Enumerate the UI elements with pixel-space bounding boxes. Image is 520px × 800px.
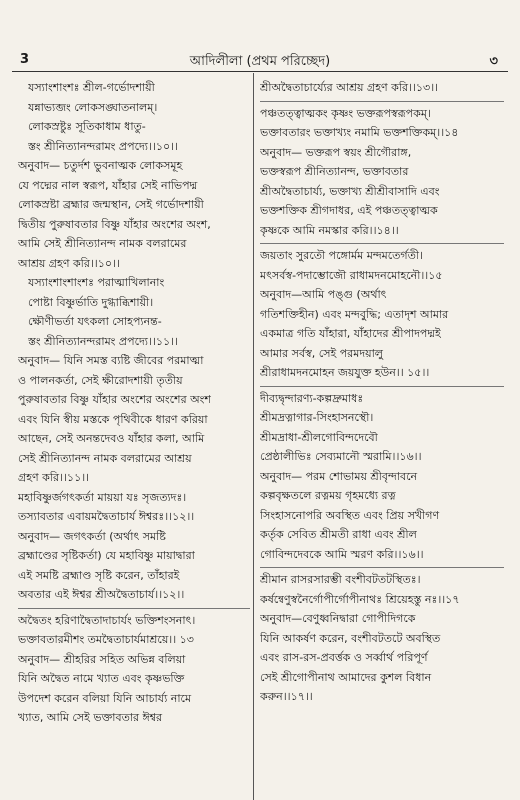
- text-line: শ্রীমদ্রাধা-শ্রীলগোবিন্দদেবৌ: [260, 430, 378, 444]
- sloka-block: [260, 567, 504, 609]
- text-line: জয়তাং সুরতৌ পঙ্গোর্মম মন্দমতের্গতী।: [260, 249, 423, 262]
- text-line: ভক্তশক্তিক শ্রীগদাধর, এই পঞ্চতত্ত্বাত্মক: [260, 204, 438, 217]
- text-line: অনুবাদ— শ্রীহরির সহিত অভিন্ন বলিয়া: [18, 652, 186, 666]
- text-line: যন্নাভ্যব্জং লোকসঙ্ঘাতনালম্।: [28, 100, 158, 114]
- text-line: কল্পবৃক্ষতলে রত্নময় গৃহমধ্যে রত্ন: [260, 489, 396, 502]
- page-number-left: 3: [20, 52, 30, 67]
- sloka-block: [260, 101, 504, 143]
- text-line: যস্যাংশাংশঃ শ্রীল-গর্ভোদশায়ী: [28, 81, 155, 94]
- text-line: শ্রীঅদ্বৈতাচার্য্যের আশ্রয় গ্রহণ করি।।১৩।।: [260, 81, 439, 94]
- translation-block: [260, 78, 504, 98]
- text-line: দীব্যদ্বৃন্দারণ্য-কল্পদ্রুমাধঃ: [260, 391, 364, 405]
- translation-block: [260, 143, 504, 241]
- text-line: অনুবাদ— জগৎকর্তা (অর্থাৎ সমষ্টি: [18, 529, 166, 543]
- text-line: কৃষ্ণকে আমি নমস্কার করি।।১৪।।: [260, 223, 399, 237]
- sloka-block: [18, 608, 250, 650]
- text-line: অনুবাদ— যিনি সমস্ত ব্যষ্টি জীবের পরমাত্মা: [18, 354, 204, 367]
- sloka-block: [260, 243, 504, 285]
- text-line: সেই শ্রীগোপীনাথ আমাদের কুশল বিধান: [260, 670, 432, 684]
- sloka-block: [18, 78, 250, 156]
- text-line: খ্যাত, আমি সেই ভক্তাবতার ঈশ্বর: [18, 711, 163, 724]
- text-line: যে পদ্মের নাল স্বরূপ, যাঁহার সেই নাভিপদ্ম: [18, 178, 198, 192]
- text-line: যিনি অদ্বৈত নামে খ্যাত এবং কৃষ্ণভক্তি: [18, 672, 185, 685]
- text-line: অনুবাদ—আমি পঙ্গু (অর্থাৎ: [260, 288, 387, 301]
- text-line: সিংহাসনোপরি অবস্থিত এবং প্রিয় সখীগণ: [260, 508, 440, 522]
- text-line: অনুবাদ—বেণুধ্বনিদ্বারা গোপীদিগকে: [260, 612, 416, 625]
- translation-block: [18, 156, 250, 273]
- text-line: ব্রহ্মাণ্ডের সৃষ্টিকর্তা) যে মহাবিষ্ণু মায়াদ্বারা: [18, 549, 195, 562]
- text-line: গোবিন্দদেবকে আমি স্মরণ করি।।১৬।।: [260, 547, 424, 561]
- text-line: ও পালনকর্তা, সেই ক্ষীরোদশায়ী তৃতীয়: [18, 373, 183, 387]
- text-line: ভক্তাবতারং ভক্তাখ্যং নমামি ভক্তশক্তিকম্।।১৪: [260, 126, 459, 139]
- translation-block: [260, 609, 504, 707]
- text-line: কর্ষন্বেণুস্বনৈর্গোপীর্গোপীনাথঃ শ্রিয়েহস্তু নঃ।।১৭: [260, 592, 460, 606]
- text-line: আছেন, সেই অনন্তদেবও যাঁহার কলা, আমি: [18, 432, 205, 445]
- text-line: লোকস্রষ্টুঃ সূতিকাধাম ধাতু-: [28, 120, 146, 133]
- text-line: গ্রহণ করি।।১১।।: [18, 471, 90, 484]
- text-line: ভক্তস্বরূপ শ্রীনিত্যানন্দ, ভক্তাবতার: [260, 165, 409, 178]
- text-line: পঞ্চতত্ত্বাত্মকং কৃষ্ণং ভক্তরূপস্বরূপকম্।: [260, 106, 431, 120]
- text-line: উপদেশ করেন বলিয়া যিনি আচার্য্য নামে: [18, 691, 192, 705]
- text-line: শ্রীঅদ্বৈতাচার্য্য, ভক্তাখ্য শ্রীশ্রীবাসাদি এবং: [260, 184, 440, 198]
- text-line: অদ্বৈতং হরিণাদ্বৈতাদাচার্যং ভক্তিশংসনাৎ।: [18, 613, 196, 627]
- text-line: আমি সেই শ্রীনিত্যানন্দ নামক বলরামের: [18, 237, 187, 250]
- text-line: প্রেষ্ঠালীভিঃ সেব্যমানৌ স্মরামি।।১৬।।: [260, 450, 422, 463]
- text-line: একমাত্র গতি যাঁহারা, যাঁহাদের শ্রীপাদপদ্মই: [260, 327, 441, 340]
- text-line: শ্রীমান রাসরসারম্ভী বংশীবটতটস্থিতঃ।: [260, 573, 421, 586]
- text-line: ক্ষৌণীভর্তা যৎকলা সোহপ্যনন্ত-: [28, 315, 162, 328]
- translation-block: [18, 527, 250, 605]
- text-line: আশ্রয় গ্রহণ করি।।১০।।: [18, 256, 120, 270]
- sloka-block: [18, 488, 250, 527]
- translation-block: [260, 467, 504, 565]
- text-line: গতিশক্তিহীন) এবং মন্দবুদ্ধি; এতাদৃশ আমার: [260, 307, 449, 321]
- text-line: কর্তৃক সেবিত শ্রীমতী রাধা এবং শ্রীল: [260, 528, 417, 541]
- page-title: আদিলীলা (প্রথম পরিচ্ছেদ): [189, 54, 331, 69]
- column-divider: [253, 73, 254, 800]
- text-line: ভক্তাবতারমীশং তমদ্বৈতাচার্যমাশ্রয়ে।। ১৩: [18, 633, 194, 646]
- text-line: মৎসর্বস্ব-পদাম্ভোজৌ রাধামদনমোহনৌ।।১৫: [260, 268, 443, 282]
- left-column: [18, 78, 250, 728]
- page-header: [0, 52, 520, 76]
- translation-block: [18, 650, 250, 728]
- text-line: অনুবাদ— চতুর্দশ ভুবনাত্মক লোকসমূহ: [18, 159, 183, 172]
- text-line: যিনি আকর্ষণ করেন, বংশীবটতটে অবস্থিত: [260, 631, 441, 645]
- page-number-right: ৩: [489, 54, 498, 69]
- text-line: এবং যিনি স্বীয় মস্তকে পৃথিবীকে ধারণ করিয়া: [18, 412, 208, 426]
- text-line: স্তং শ্রীনিত্যানন্দরামং প্রপদ্যে।।১০।।: [28, 139, 178, 153]
- translation-block: [260, 285, 504, 383]
- header-rule: [12, 71, 508, 72]
- text-line: সেই শ্রীনিত্যানন্দ নামক বলরামের আশ্রয়: [18, 451, 192, 465]
- text-line: পুরুষাবতার বিষ্ণু যাঁহার অংশের অংশের অংশ: [18, 393, 211, 406]
- text-line: মহাবিষ্ণুর্জগৎকর্তা মায়য়া যঃ সৃজত্যদঃ।: [18, 490, 187, 504]
- sloka-block: [18, 273, 250, 351]
- right-column: [260, 78, 504, 707]
- text-line: অনুবাদ— ভক্তরূপ স্বয়ং শ্রীগৌরাঙ্গ,: [260, 145, 412, 159]
- text-line: স্তং শ্রীনিত্যানন্দরামং প্রপদ্যে।।১১।।: [28, 334, 178, 348]
- text-line: শ্রীরাধামদনমোহন জয়যুক্ত হউন।। ১৫।।: [260, 366, 430, 379]
- text-line: অবতার এই ঈশ্বর শ্রীঅদ্বৈতাচার্য।।১২।।: [18, 588, 185, 601]
- text-line: এবং রাস-রস-প্রবর্ত্তক ও সর্ব্বার্থ পরিপূর্ণ: [260, 651, 428, 664]
- text-line: করুন।।১৭।।: [260, 690, 313, 703]
- text-line: তস্যাবতার এবায়মদ্বৈতাচার্য ঈশ্বরঃ।।১২।।: [18, 510, 195, 523]
- translation-block: [18, 351, 250, 488]
- sloka-block: [260, 386, 504, 467]
- text-line: যস্যাংশাংশাংশঃ পরাত্মাখিলানাং: [28, 276, 165, 289]
- text-line: এই সমষ্টি ব্রহ্মাণ্ড সৃষ্টি করেন, তাঁহারই: [18, 568, 180, 582]
- text-line: দ্বিতীয় পুরুষাবতার বিষ্ণু যাঁহার অংশের অংশ,: [18, 217, 211, 231]
- text-line: পোষ্টা বিষ্ণুর্ভাতি দুগ্ধাব্ধিশায়ী।: [28, 295, 154, 309]
- text-line: অনুবাদ— পরম শোভাময় শ্রীবৃন্দাবনে: [260, 469, 418, 483]
- text-line: শ্রীমদ্রত্নাগার-সিংহাসনস্থৌ।: [260, 411, 374, 424]
- text-line: আমার সর্বস্ব, সেই পরমদয়ালু: [260, 346, 383, 360]
- text-line: লোকস্রষ্টা ব্রহ্মার জন্মস্থান, সেই গর্ভোদশায়ী: [18, 198, 204, 211]
